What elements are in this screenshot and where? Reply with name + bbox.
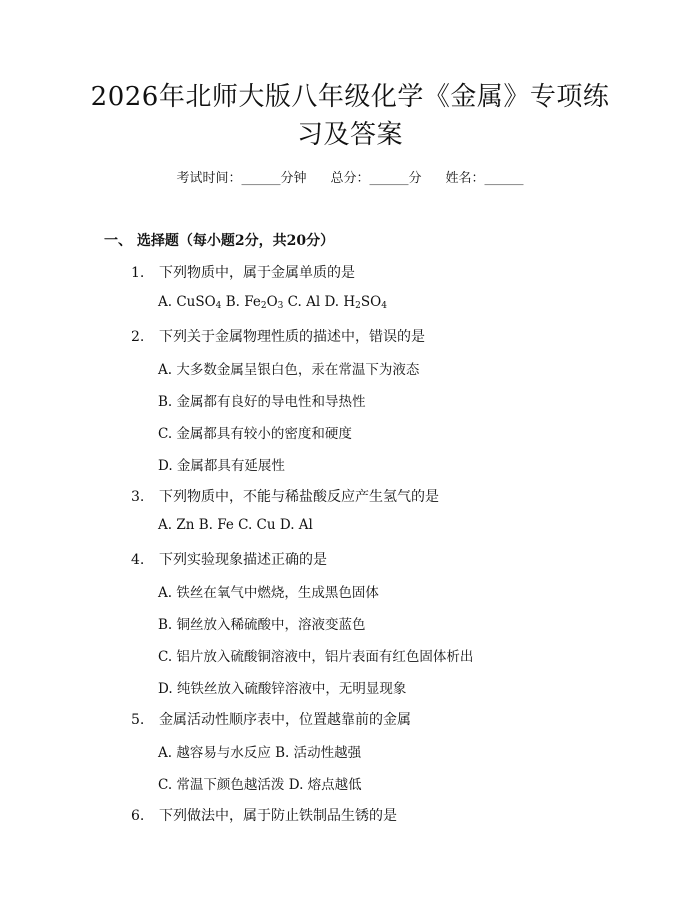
question-number: 3.: [131, 489, 145, 505]
option-c: C. Al: [283, 294, 325, 310]
option-d: D. $H_2SO_4$: [324, 294, 387, 311]
question-3: [131, 486, 439, 506]
student-name: 姓名：______: [445, 171, 524, 186]
option-c: C. 金属都具有较小的密度和硬度: [158, 426, 352, 442]
question-4: [131, 549, 327, 569]
question-3-options: A. Zn B. Fe C. Cu D. Al: [158, 517, 313, 533]
option-a: A. CuSO$_4$: [158, 294, 222, 311]
option-d: D. 纯铁丝放入硫酸锌溶液中，无明显现象: [158, 681, 407, 697]
question-text: 下列物质中，属于金属单质的是: [159, 265, 355, 281]
option-b: B. 金属都有良好的导电性和导热性: [158, 394, 366, 410]
question-number: 6.: [131, 808, 145, 824]
title-line-2: 习及答案: [296, 120, 403, 150]
question-1-options: [158, 294, 387, 310]
question-text: 下列关于金属物理性质的描述中，错误的是: [159, 329, 425, 345]
options-c-d: C. 常温下颜色越活泼 D. 熔点越低: [158, 777, 362, 793]
option-a: A. 铁丝在氧气中燃烧，生成黑色固体: [158, 585, 379, 601]
option-b: B. $Fe_2O_3$: [221, 294, 284, 311]
option-d: D. 金属都具有延展性: [158, 458, 285, 474]
question-text: 下列实验现象描述正确的是: [159, 552, 327, 568]
option-c: C. 铝片放入硫酸铜溶液中，铝片表面有红色固体析出: [158, 649, 474, 665]
question-6: [131, 805, 397, 825]
options-a-b: A. 越容易与水反应 B. 活动性越强: [158, 745, 362, 761]
title-line-1: 2026年北师大版八年级化学《金属》专项练: [90, 82, 610, 112]
question-number: 2.: [131, 329, 145, 345]
question-text: 金属活动性顺序表中，位置越靠前的金属: [159, 712, 411, 728]
question-number: 4.: [131, 552, 145, 568]
document-title: [80, 78, 620, 154]
question-2: [131, 326, 425, 346]
question-number: 1.: [131, 265, 145, 281]
question-text: 下列做法中，属于防止铁制品生锈的是: [159, 808, 397, 824]
total-score: 总分：______分: [330, 171, 422, 186]
question-1: [131, 262, 355, 282]
option-b: B. 铜丝放入稀硫酸中，溶液变蓝色: [158, 617, 366, 633]
exam-time: 考试时间：______分钟: [176, 171, 307, 186]
section-heading: 一、 选择题（每小题2分，共20分）: [104, 233, 335, 249]
question-5: [131, 709, 411, 729]
exam-meta: [0, 167, 700, 186]
option-a: A. 大多数金属呈银白色，汞在常温下为液态: [158, 362, 420, 378]
question-text: 下列物质中，不能与稀盐酸反应产生氢气的是: [159, 489, 439, 505]
question-number: 5.: [131, 712, 145, 728]
